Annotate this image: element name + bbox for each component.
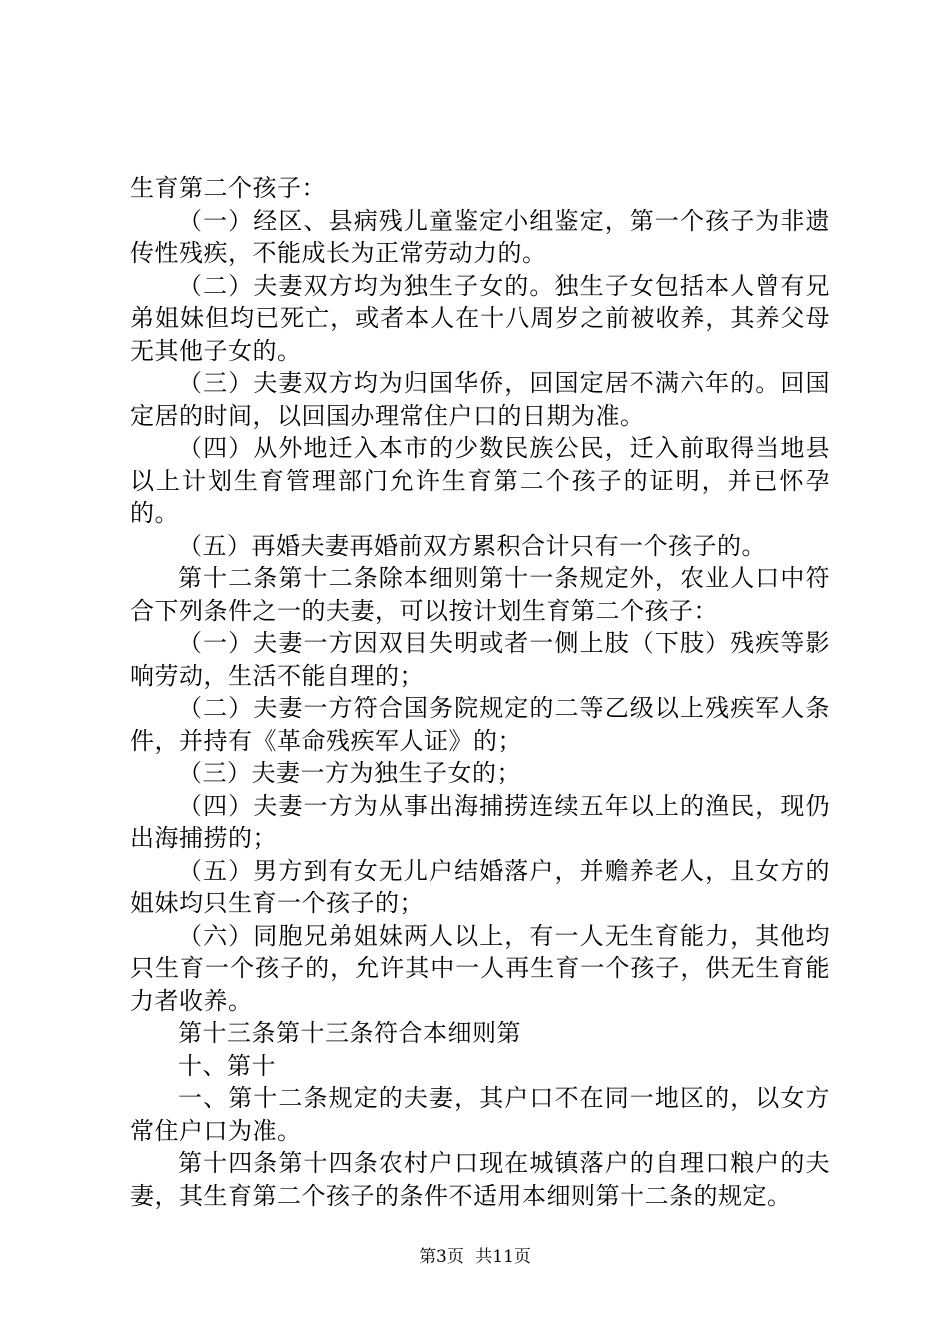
- paragraph: （四）夫妻一方为从事出海捕捞连续五年以上的渔民，现仍出海捕捞的；: [130, 791, 830, 852]
- paragraph: （二）夫妻双方均为独生子女的。独生子女包括本人曾有兄弟姐妹但均已死亡，或者本人在十八周岁之前被收养，其养父母无其他子女的。: [130, 271, 830, 365]
- paragraph: （五）再婚夫妻再婚前双方累积合计只有一个孩子的。: [178, 531, 766, 560]
- paragraph: 一、第十二条规定的夫妻，其户口不在同一地区的，以女方常住户口为准。: [130, 1084, 830, 1145]
- document-body: [130, 172, 830, 1212]
- paragraph: 第十二条第十二条除本细则第十一条规定外，农业人口中符合下列条件之一的夫妻，可以按计划生育第二个孩子：: [130, 564, 830, 625]
- paragraph: （三）夫妻双方均为归国华侨，回国定居不满六年的。回国定居的时间，以回国办理常住户口的日期为准。: [130, 369, 830, 430]
- page-number: 第3页: [419, 1247, 464, 1267]
- paragraph: （六）同胞兄弟姐妹两人以上，有一人无生育能力，其他均只生育一个孩子的，允许其中一人再生育一个孩子，供无生育能力者收养。: [130, 921, 830, 1015]
- paragraph: 十、第十: [178, 1051, 276, 1080]
- page-total: 共11页: [475, 1247, 531, 1267]
- paragraph: 第十三条第十三条符合本细则第: [178, 1019, 521, 1047]
- paragraph: （一）经区、县病残儿童鉴定小组鉴定，第一个孩子为非遗传性残疾，不能成长为正常劳动力的。: [130, 206, 830, 267]
- paragraph: （三）夫妻一方为独生子女的；: [178, 759, 521, 787]
- paragraph: 生育第二个孩子：: [130, 174, 326, 202]
- page-footer: [0, 1247, 950, 1267]
- paragraph: 第十四条第十四条农村户口现在城镇落户的自理口粮户的夫妻，其生育第二个孩子的条件不适用本细则第十二条的规定。: [130, 1149, 830, 1210]
- paragraph: （五）男方到有女无儿户结婚落户，并赡养老人，且女方的姐妹均只生育一个孩子的；: [130, 856, 830, 917]
- paragraph: （二）夫妻一方符合国务院规定的二等乙级以上残疾军人条件，并持有《革命残疾军人证》的；: [130, 694, 830, 755]
- paragraph: （四）从外地迁入本市的少数民族公民，迁入前取得当地县以上计划生育管理部门允许生育第二个孩子的证明，并已怀孕的。: [130, 434, 830, 527]
- paragraph: （一）夫妻一方因双目失明或者一侧上肢（下肢）残疾等影响劳动，生活不能自理的；: [130, 629, 830, 690]
